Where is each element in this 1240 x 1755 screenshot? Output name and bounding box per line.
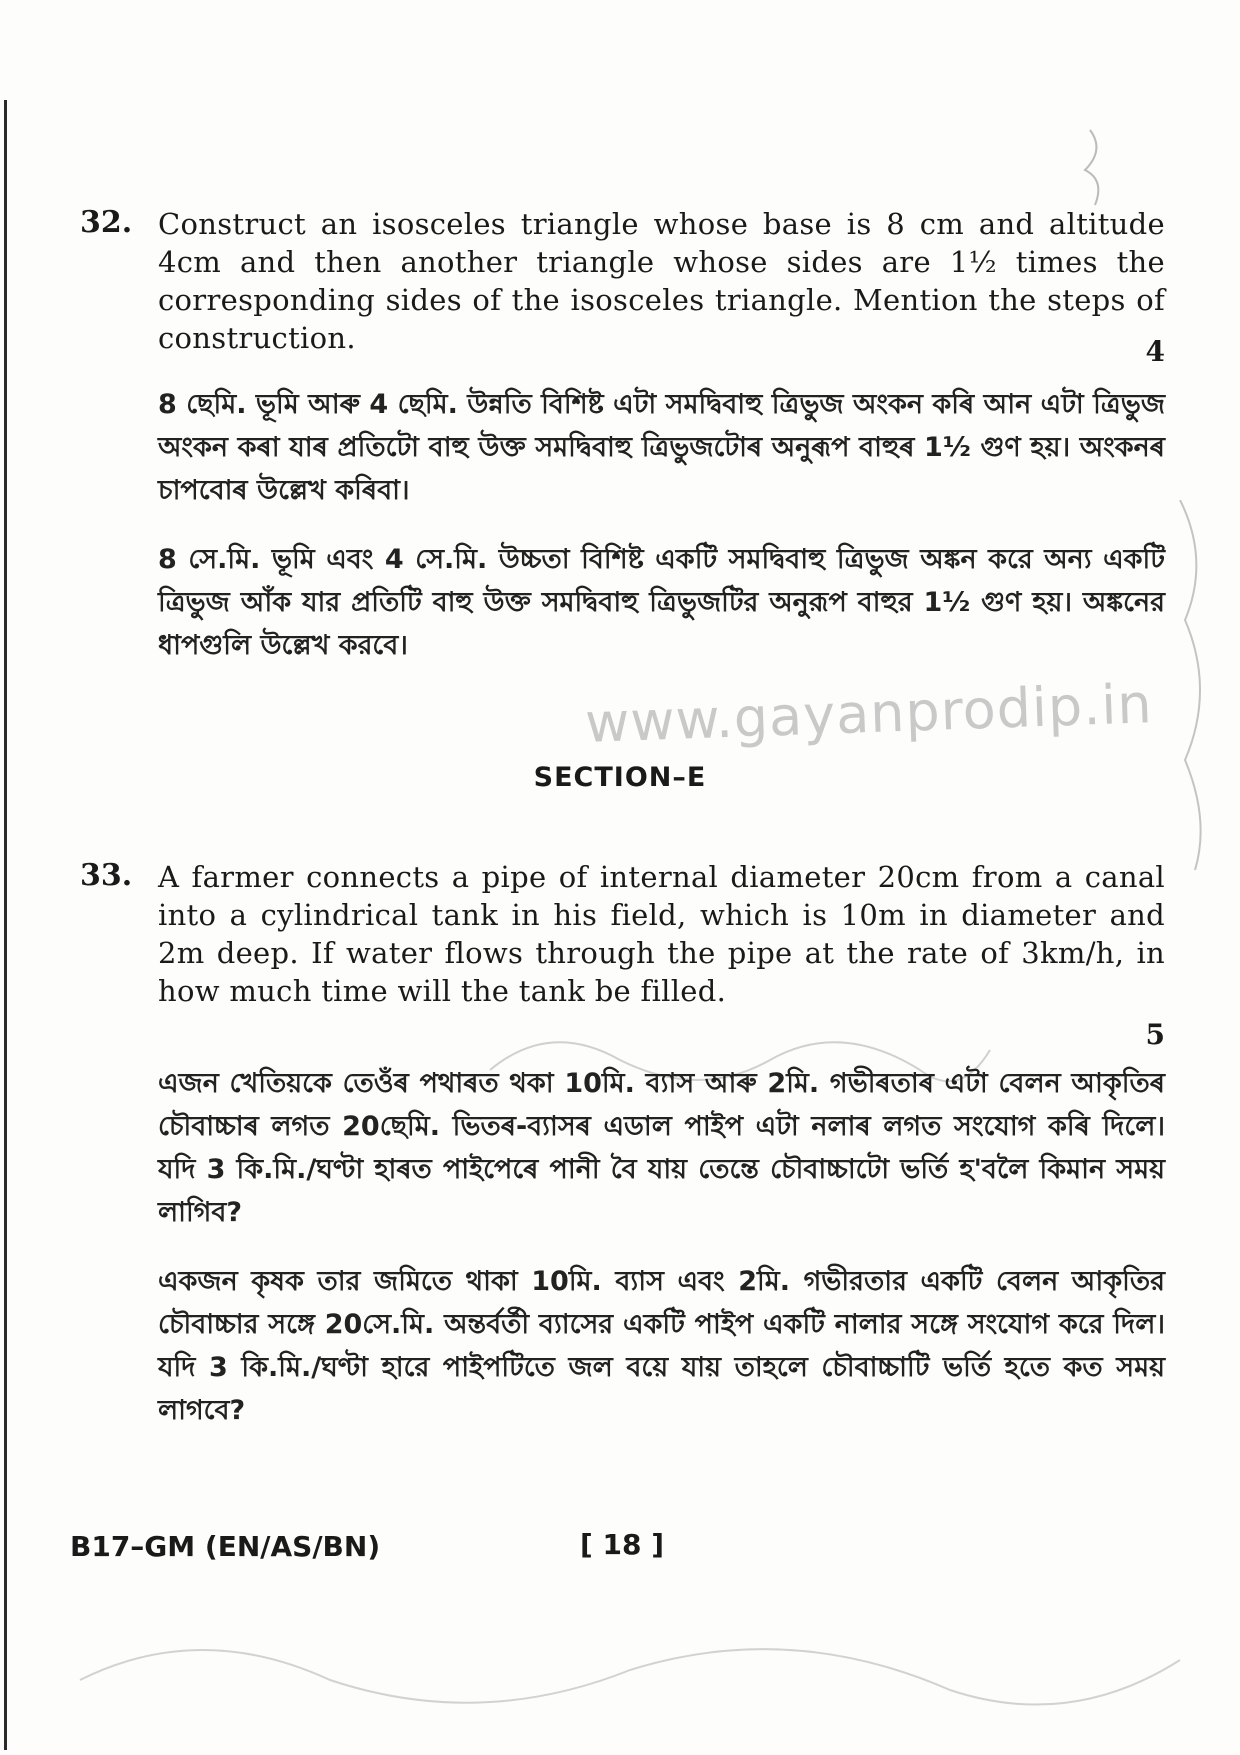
question-number: 33. bbox=[80, 858, 133, 893]
page-edge bbox=[4, 100, 7, 1750]
question-text-english: Construct an isosceles triangle whose base is 8 cm and altitude 4cm and then another triangle whose sides are 1½ times the corresponding sides of the isosceles triangle. Mention the steps of construction. bbox=[158, 207, 1165, 355]
question-32 bbox=[80, 205, 1165, 667]
page-number: [ 18 ] bbox=[580, 1528, 665, 1561]
question-text-assamese: এজন খেতিয়কে তেওঁৰ পথাৰত থকা 10মি. ব্যাস আৰু 2মি. গভীৰতাৰ এটা বেলন আকৃতিৰ চৌবাচ্চাৰ লগত 20ছেমি. ভিতৰ-ব্যাসৰ এডাল পাইপ এটা নলাৰ লগত সংযোগ কৰি দিলে। যদি 3 কি.মি./ঘণ্টা হাৰত পাইপেৰে পানী বৈ যায় তেন্তে চৌবাচ্চাটো ভৰ্তি হ'বলৈ কিমান সময় লাগিব? bbox=[158, 1068, 1165, 1228]
section-heading: SECTION–E bbox=[533, 762, 707, 793]
scan-noise-right bbox=[1160, 500, 1230, 880]
question-number: 32. bbox=[80, 205, 133, 240]
question-text-assamese: 8 ছেমি. ভূমি আৰু 4 ছেমি. উন্নতি বিশিষ্ট এটা সমদ্বিবাহু ত্ৰিভুজ অংকন কৰি আন এটা ত্ৰিভুজ অংকন কৰা যাৰ প্ৰতিটো বাহু উক্ত সমদ্বিবাহু ত্ৰিভুজটোৰ অনুৰূপ বাহুৰ 1½ গুণ হয়। অংকনৰ চাপবোৰ উল্লেখ কৰিবা। bbox=[158, 389, 1165, 506]
question-text-bengali: একজন কৃষক তার জমিতে থাকা 10মি. ব্যাস এবং 2মি. গভীরতার একটি বেলন আকৃতির চৌবাচ্চার সঙ্গে 20সে.মি. অন্তর্বর্তী ব্যাসের একটি পাইপ একটি নালার সঙ্গে সংযোগ করে দিল। যদি 3 কি.মি./ঘণ্টা হারে পাইপটিতে জল বয়ে যায় তাহলে চৌবাচ্চাটি ভর্তি হতে কত সময় লাগবে? bbox=[158, 1266, 1165, 1426]
question-text-english: A farmer connects a pipe of internal diameter 20cm from a canal into a cylindrical tank in his field, which is 10m in diameter and 2m deep. If water flows through the pipe at the rate of 3km/h, in how much time will the tank be filled. bbox=[158, 860, 1165, 1008]
scan-noise-bottom bbox=[60, 1600, 1210, 1740]
scan-noise bbox=[1070, 120, 1150, 210]
paper-code: B17–GM (EN/AS/BN) bbox=[70, 1530, 381, 1563]
question-33 bbox=[80, 858, 1165, 1432]
marks: 5 bbox=[1145, 1018, 1165, 1051]
watermark: www.gayanprodip.in bbox=[584, 672, 1154, 755]
question-text-bengali: 8 সে.মি. ভূমি এবং 4 সে.মি. উচ্চতা বিশিষ্ট একটি সমদ্বিবাহু ত্রিভুজ অঙ্কন করে অন্য একটি ত্রিভুজ আঁক যার প্রতিটি বাহু উক্ত সমদ্বিবাহু ত্রিভুজটির অনুরূপ বাহুর 1½ গুণ হয়। অঙ্কনের ধাপগুলি উল্লেখ করবে। bbox=[158, 544, 1165, 661]
marks: 4 bbox=[1145, 335, 1165, 368]
